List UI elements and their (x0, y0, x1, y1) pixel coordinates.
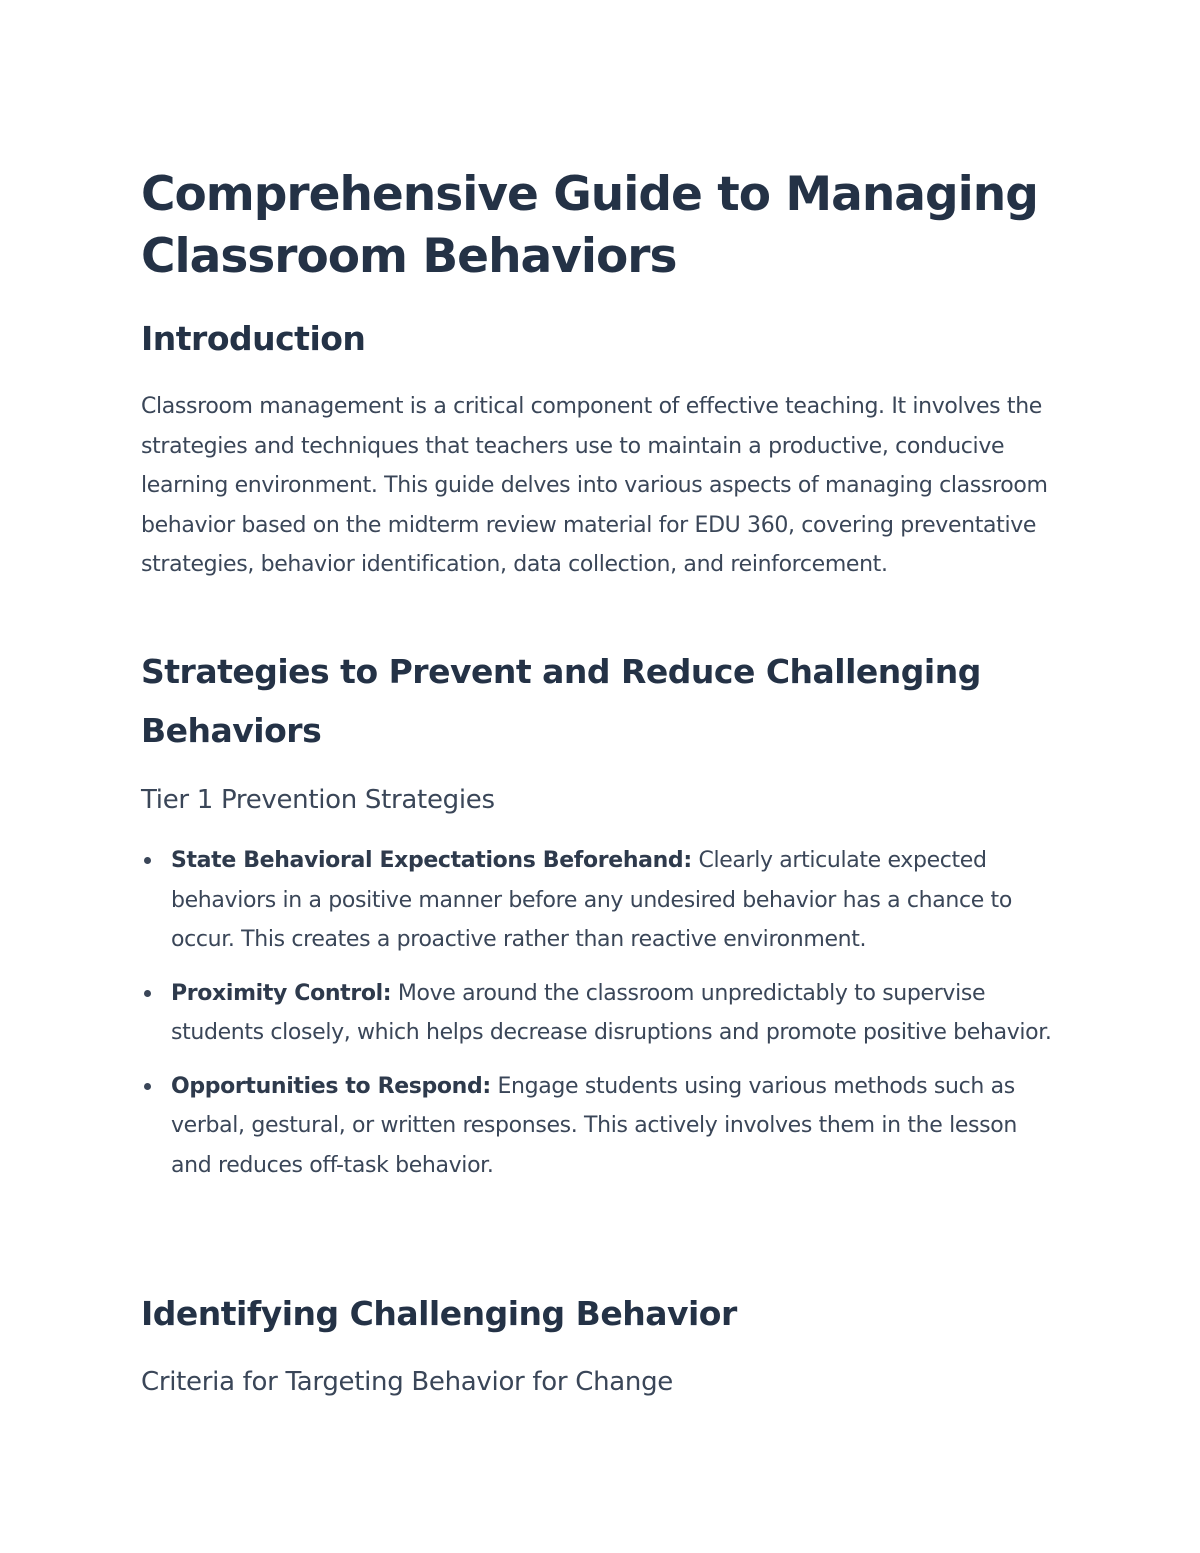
list-item-term: Proximity Control (171, 980, 383, 1006)
list-item (141, 1067, 1061, 1186)
list-item-separator: : (683, 848, 692, 873)
list-item-text: Clearly articulate expected behaviors in a positive manner before any undesired behavior has a chance to occur. This creates a proactive rather than reactive environment. (171, 848, 1012, 952)
strategies-heading: Strategies to Prevent and Reduce Challenging Behaviors (141, 652, 981, 750)
bullet-icon (144, 1083, 151, 1090)
introduction-paragraph: Classroom management is a critical component of effective teaching. It involves the strategies and techniques that teachers use to maintain a productive, conducive learning environment. This guide delves into various aspects of managing classroom behavior based on the midterm review material for EDU 360, covering preventative strategies, behavior identification, data collection, and reinforcement. (141, 394, 1048, 577)
list-item (141, 974, 1061, 1053)
list-item-text: Engage students using various methods such as verbal, gestural, or written responses. This actively involves them in the lesson and reduces off-task behavior. (171, 1073, 1017, 1178)
tier1-subheading: Tier 1 Prevention Strategies (141, 785, 495, 815)
document-title: Comprehensive Guide to Managing Classroom Behaviors (141, 167, 1038, 284)
introduction-heading: Introduction (141, 319, 366, 358)
identifying-heading: Identifying Challenging Behavior (141, 1294, 737, 1333)
list-item-separator: : (482, 1073, 491, 1099)
list-item-term: State Behavioral Expectations Beforehand (171, 848, 684, 873)
bullet-icon (144, 857, 151, 864)
list-item-text: Move around the classroom unpredictably to supervise students closely, which helps decrease disruptions and promote positive behavior. (171, 980, 1052, 1045)
bullet-icon (144, 990, 151, 997)
list-item-separator: : (382, 980, 392, 1006)
prevention-strategy-list (141, 841, 1061, 1199)
criteria-subheading: Criteria for Targeting Behavior for Change (141, 1367, 673, 1397)
list-item-term: Opportunities to Respond (171, 1073, 483, 1099)
list-item (141, 841, 1061, 960)
